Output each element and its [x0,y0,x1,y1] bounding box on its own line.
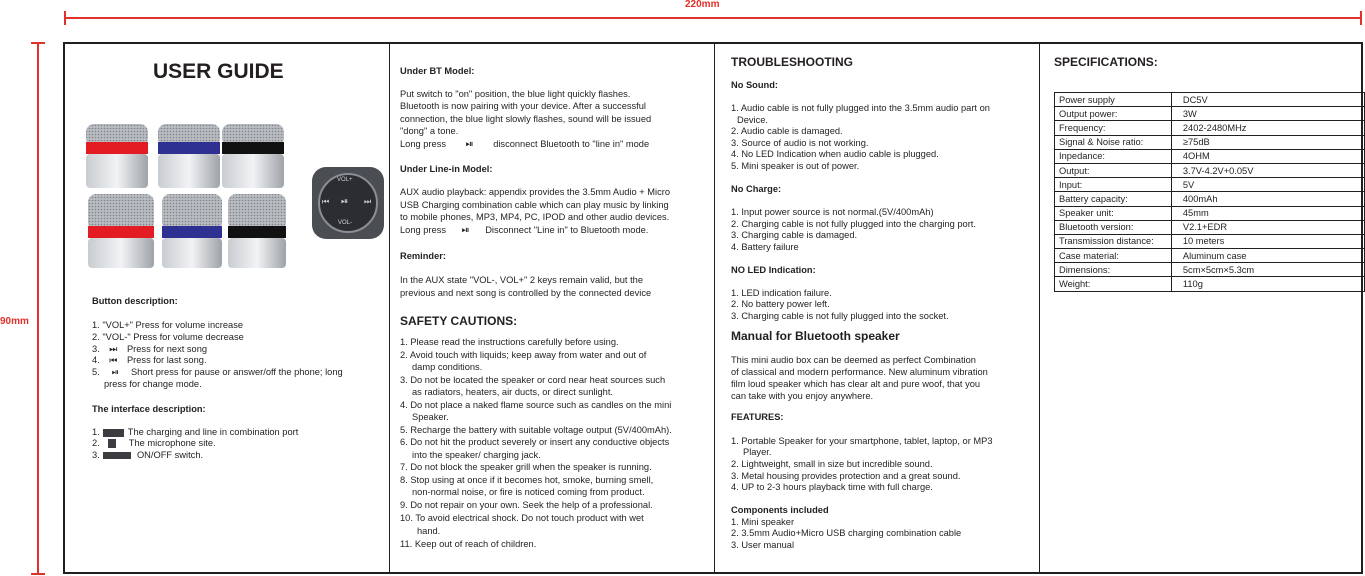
spec-value: 2402-2480MHz [1171,121,1364,135]
height-dimension-tick-bottom [31,573,45,575]
no-charge-item: 3. Charging cable is damaged. [731,230,858,240]
spec-row [1055,107,1365,121]
safety-item: damp conditions. [412,362,483,372]
control-pad [312,167,384,239]
speaker-cube-blue-front [162,194,222,268]
charging-port-icon [103,429,124,437]
troubleshooting-title: TROUBLESHOOTING [731,55,853,69]
height-dimension-tick-top [31,42,45,44]
line-in-line: to mobile phones, MP3, MP4, PC, IPOD and other audio devices. [400,212,670,222]
spec-key: Weight: [1055,277,1172,291]
line-in-model-title: Under Line-in Model: [400,164,493,174]
safety-item: hand. [417,526,441,536]
no-led-item: 3. Charging cable is not fully plugged into the socket. [731,311,949,321]
line-in-long-press [400,225,648,237]
spec-key: Battery capacity: [1055,192,1172,206]
feature-item: 4. UP to 2-3 hours playback time with full charge. [731,482,933,492]
spec-key: Output: [1055,163,1172,177]
button-item-vol-plus: 1. "VOL+" Press for volume increase [92,320,244,330]
spec-key: Case material: [1055,249,1172,263]
line-in-line: AUX audio playback: appendix provides the 3.5mm Audio + Micro [400,187,671,197]
bt-long-press-rest: disconnect Bluetooth to "line in" mode [493,139,650,149]
bt-line: Bluetooth is now pairing with your device. After a successful [400,101,646,111]
safety-item: 9. Do not repair on your own. Seek the help of a professional. [400,500,653,510]
no-charge-item: 2. Charging cable is not fully plugged into the charging port. [731,219,976,229]
spec-key: Frequency: [1055,121,1172,135]
spec-value: 3W [1171,107,1364,121]
manual-bluetooth-title: Manual for Bluetooth speaker [731,329,900,343]
button-item-play-cont: press for change mode. [104,379,202,389]
bt-model-title: Under BT Model: [400,66,475,76]
feature-item: 1. Portable Speaker for your smartphone, tablet, laptop, or MP3 [731,436,993,446]
speaker-cube-red-back [86,124,148,188]
spec-row [1055,163,1365,177]
spec-row [1055,249,1365,263]
button-item-play-num: 5. [92,367,100,377]
manual-line: film loud speaker which has clear alt and pure woof, that you [731,379,981,389]
spec-row [1055,192,1365,206]
spec-key: Output power: [1055,107,1172,121]
feature-item: 2. Lightweight, small in size but incredible sound. [731,459,933,469]
interface-item-mic [92,438,216,450]
width-dimension-line [65,17,1361,19]
specifications-title: SPECIFICATIONS: [1054,55,1158,69]
spec-value: 5V [1171,178,1364,192]
interface-item-port-label: The charging and line in combination port [127,427,299,437]
line-in-line: USB Charging combination cable which can play music by linking [400,200,669,210]
interface-item-switch-num: 3. [92,450,100,460]
column-divider-1 [389,42,390,574]
no-sound-item: Device. [737,115,769,125]
no-sound-item: 1. Audio cable is not fully plugged into the 3.5mm audio part on [731,103,990,113]
interface-item-mic-num: 2. [92,438,100,448]
column-divider-3 [1039,42,1040,574]
spec-row [1055,277,1365,291]
safety-item: 10. To avoid electrical shock. Do not touch product with wet [400,513,644,523]
spec-value: DC5V [1171,93,1364,107]
interface-item-switch [92,450,203,462]
bt-long-press [400,139,649,151]
spec-row [1055,149,1365,163]
button-item-play-label: Short press for pause or answer/off the phone; long [130,367,343,377]
button-item-prev [92,355,207,367]
spec-value: 5cm×5cm×5.3cm [1171,263,1364,277]
no-charge-item: 1. Input power source is not normal.(5V/400mAh) [731,207,934,217]
line-in-long-press-label: Long press [400,225,446,235]
spec-row [1055,220,1365,234]
component-item: 2. 3.5mm Audio+Micro USB charging combination cable [731,528,962,538]
components-title: Components included [731,505,829,515]
spec-value: 110g [1171,277,1364,291]
vol-plus-label: VOL+ [337,177,353,183]
spec-value: 10 meters [1171,234,1364,248]
bt-line: Put switch to "on" position, the blue light quickly flashes. [400,89,631,99]
no-sound-item: 4. No LED Indication when audio cable is plugged. [731,149,939,159]
spec-value: Aluminum case [1171,249,1364,263]
button-description-title: Button description: [92,296,178,306]
column-divider-2 [714,42,715,574]
speaker-cube-red-front [88,194,154,268]
safety-item: 3. Do not be located the speaker or cord near heat sources such [400,375,666,385]
component-item: 1. Mini speaker [731,517,795,527]
specifications-table [1054,92,1365,292]
safety-cautions-title: SAFETY CAUTIONS: [400,314,518,328]
features-title: FEATURES: [731,412,784,422]
spec-row [1055,135,1365,149]
height-dimension-label: 90mm [0,316,29,327]
interface-item-mic-label: The microphone site. [128,438,216,448]
spec-value: V2.1+EDR [1171,220,1364,234]
power-switch-icon [103,452,131,459]
spec-row [1055,234,1365,248]
next-track-icon: ⏭ [364,197,372,206]
spec-row [1055,121,1365,135]
button-item-prev-num: 4. [92,355,100,365]
feature-item: 3. Metal housing provides protection and a great sound. [731,471,961,481]
play-pause-icon: ⏯ [461,225,470,236]
manual-line: can take with you enjoy anywhere. [731,391,874,401]
speaker-cube-blue-back [158,124,220,188]
no-led-item: 2. No battery power left. [731,299,830,309]
vol-minus-label: VOL- [338,220,353,226]
play-pause-icon: ⏯ [111,367,119,377]
user-guide-title: USER GUIDE [153,60,284,83]
spec-row [1055,263,1365,277]
safety-item: 11. Keep out of reach of children. [400,539,537,549]
button-item-next-num: 3. [92,344,100,354]
speaker-cube-black-front [228,194,286,268]
no-led-item: 1. LED indication failure. [731,288,832,298]
spec-value: 4OHM [1171,149,1364,163]
play-pause-icon: ⏯ [341,196,349,206]
safety-item: 6. Do not hit the product severely or insert any conductive objects [400,437,670,447]
spec-key: Dimensions: [1055,263,1172,277]
button-item-prev-label: Press for last song. [126,355,207,365]
component-item: 3. User manual [731,540,795,550]
button-item-vol-minus: 2. "VOL-" Press for volume decrease [92,332,244,342]
feature-item: Player. [743,447,772,457]
no-charge-item: 4. Battery failure [731,242,799,252]
bt-long-press-label: Long press [400,139,446,149]
interface-item-switch-label: ON/OFF switch. [136,450,204,460]
spec-value: 45mm [1171,206,1364,220]
safety-item: 7. Do not block the speaker grill when the speaker is running. [400,462,652,472]
interface-description-title: The interface description: [92,404,206,414]
reminder-line: In the AUX state "VOL-, VOL+" 2 keys remain valid, but the [400,275,644,285]
no-sound-title: No Sound: [731,80,778,90]
no-sound-item: 2. Audio cable is damaged. [731,126,843,136]
line-in-long-press-rest: Disconnect "Line in" to Bluetooth mode. [485,225,649,235]
safety-item: 8. Stop using at once if it becomes hot, smoke, burning smell, [400,475,654,485]
no-led-title: NO LED Indication: [731,265,816,275]
spec-value: ≥75dB [1171,135,1364,149]
no-sound-item: 3. Source of audio is not working. [731,138,869,148]
reminder-title: Reminder: [400,251,446,261]
width-dimension-tick-left [64,11,66,25]
button-item-next-label: Press for next song [126,344,208,354]
spec-key: Input: [1055,178,1172,192]
reminder-line: previous and next song is controlled by the connected device [400,288,652,298]
spec-row [1055,206,1365,220]
height-dimension-line [37,43,39,574]
button-item-next [92,344,207,356]
safety-item: as radiators, heaters, air ducts, or direct sunlight. [412,387,614,397]
spec-value: 3.7V-4.2V+0.05V [1171,163,1364,177]
safety-item: Speaker. [412,412,449,422]
spec-key: Power supply [1055,93,1172,107]
width-dimension-label: 220mm [685,0,720,10]
manual-line: This mini audio box can be deemed as perfect Combination [731,355,976,365]
safety-item: 5. Recharge the battery with suitable voltage output (5V/400mAh). [400,425,672,435]
last-song-icon: ⏮ [109,355,118,365]
bt-line: connection, the blue light slowly flashes, sound will be issued [400,114,652,124]
safety-item: 2. Avoid touch with liquids; keep away from water and out of [400,350,647,360]
spec-value: 400mAh [1171,192,1364,206]
spec-key: Speaker unit: [1055,206,1172,220]
safety-item: 1. Please read the instructions carefully before using. [400,337,619,347]
interface-item-port [92,427,298,439]
spec-key: Signal & Noise ratio: [1055,135,1172,149]
spec-row [1055,93,1365,107]
manual-line: of classical and modern performance. New aluminum vibration [731,367,988,377]
width-dimension-tick-right [1360,11,1362,25]
safety-item: into the speaker/ charging jack. [412,450,541,460]
spec-row [1055,178,1365,192]
no-sound-item: 5. Mini speaker is out of power. [731,161,860,171]
spec-key: Transmission distance: [1055,234,1172,248]
bt-line: "dong" a tone. [400,126,459,136]
speaker-product-photo [82,118,292,273]
safety-item: non-normal noise, or fire is noticed coming from product. [412,487,645,497]
spec-key: Bluetooth version: [1055,220,1172,234]
play-pause-icon: ⏯ [465,139,474,150]
spec-key: Inpedance: [1055,149,1172,163]
interface-item-port-num: 1. [92,427,100,437]
speaker-cube-black-back [222,124,284,188]
no-charge-title: No Charge: [731,184,782,194]
microphone-icon [108,439,116,448]
safety-item: 4. Do not place a naked flame source such as candles on the mini [400,400,672,410]
button-item-play [92,367,343,379]
next-song-icon: ⏭ [109,344,118,354]
previous-track-icon: ⏮ [322,197,330,206]
